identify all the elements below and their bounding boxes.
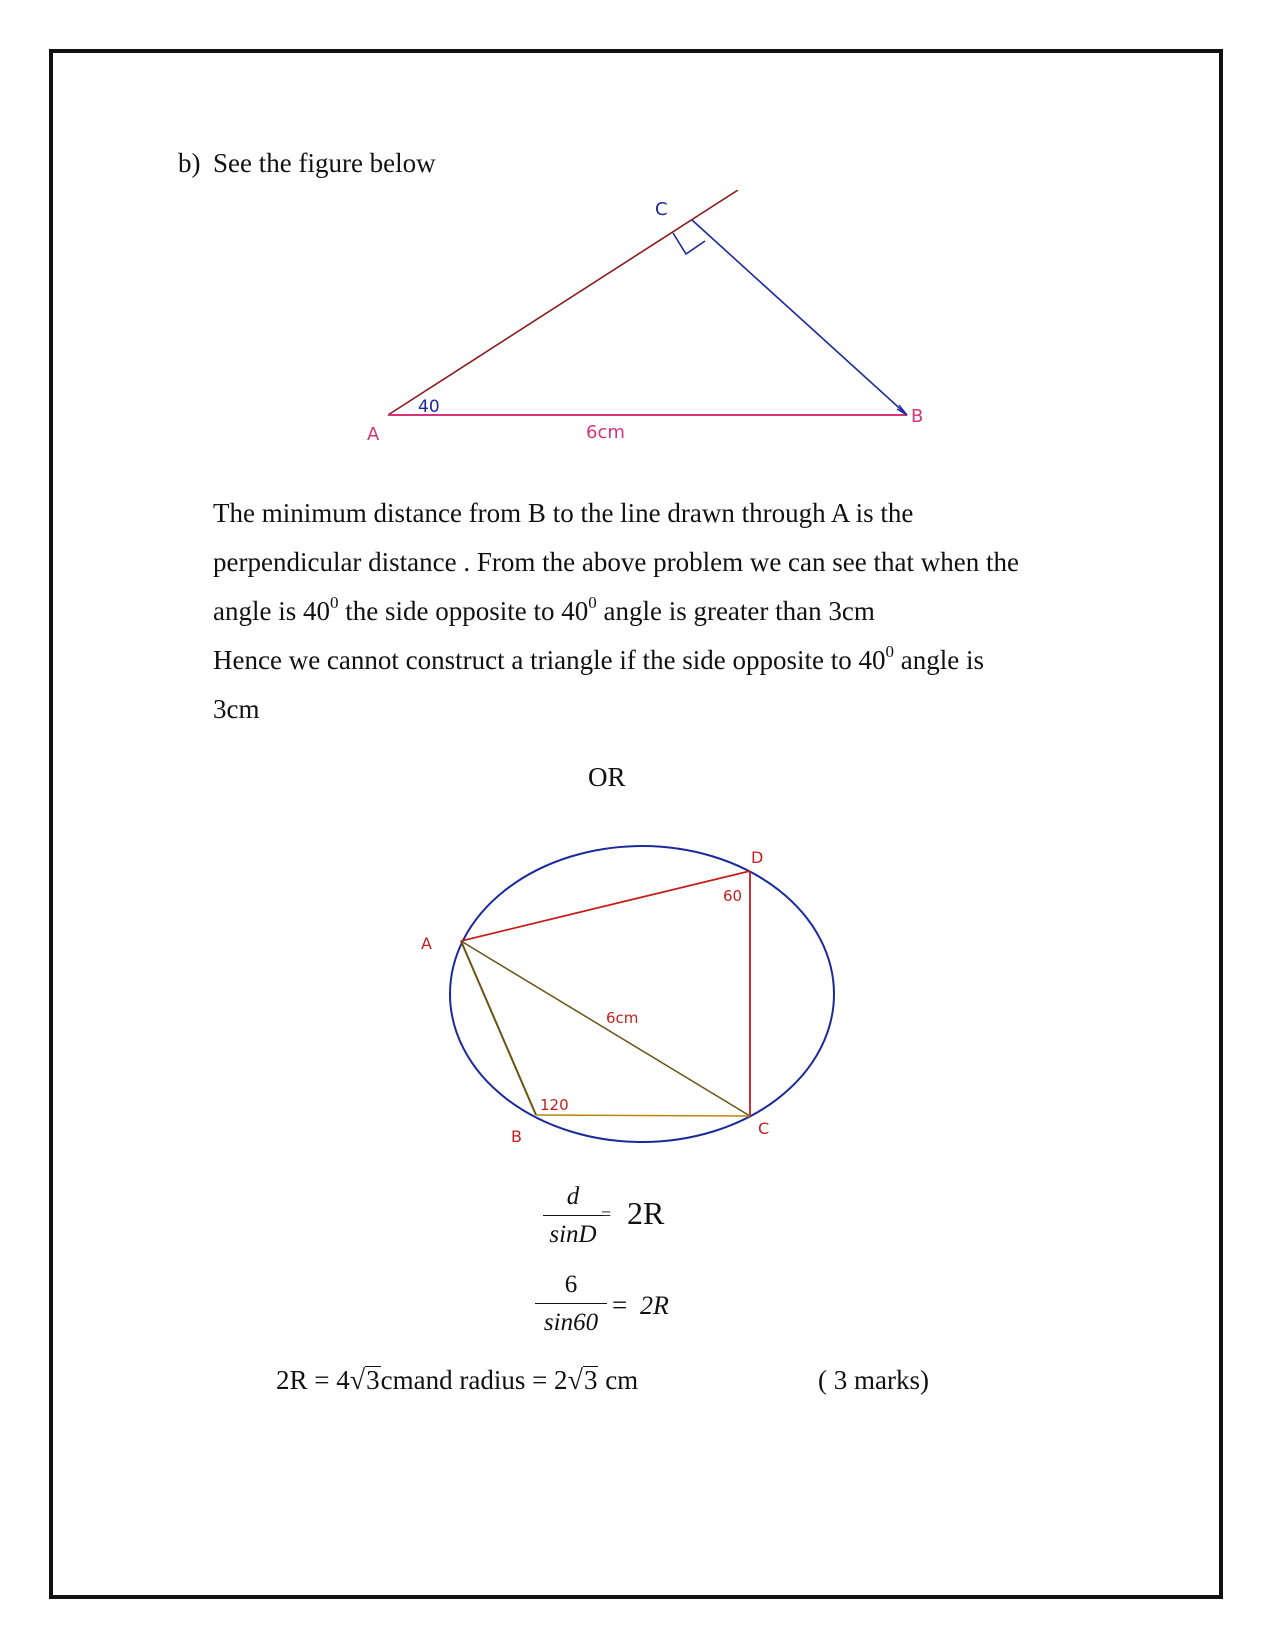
intro-text: See the figure below [213,148,436,178]
vertex-c-label: C [758,1119,770,1138]
diagonal-label: 6cm [606,1009,639,1027]
line-ac [388,190,738,415]
side-ab [461,941,536,1115]
circle-figure [410,840,870,1160]
angle-a-label: 40 [418,397,440,417]
para-line-2: perpendicular distance . From the above problem we can see that when the [213,547,1019,577]
right-angle-mark [673,233,705,254]
para-line-4: Hence we cannot construct a triangle if the side opposite to $40^0$ angle is [213,642,985,675]
formula-1-den: sinD [549,1221,597,1248]
para-line-1: The minimum distance from B to the line drawn through A is the [213,498,914,528]
formula-2-eq: = [612,1290,628,1320]
side-bc [536,1115,750,1116]
side-ad [461,871,750,941]
diagonal-ac [461,941,750,1116]
vertex-a-label: A [367,424,380,445]
line-cb [692,220,907,415]
vertex-a-label: A [421,934,432,953]
formula-2-den: sin60 [543,1309,599,1336]
formula-1-num: d [566,1183,580,1210]
circumcircle [450,846,834,1142]
angle-b-label: 120 [540,1096,569,1114]
formula-2-rhs: 2R [640,1291,669,1320]
part-label: b) [178,148,201,178]
result-line: 2R = 4√3cmand radius = 2√3 cm [276,1365,639,1396]
or-label: OR [588,762,626,792]
marks-label: ( 3 marks) [818,1365,929,1395]
side-ab-label: 6cm [586,422,625,443]
vertex-d-label: D [751,848,764,867]
vertex-b-label: B [511,1127,522,1146]
formula-1-rhs: 2R [627,1195,665,1231]
vertex-b-label: B [911,406,924,427]
formula-2-fraction [535,1272,607,1335]
formula-2-num: 6 [564,1271,578,1298]
para-line-3: angle is $40^0$ the side opposite to $40^0$ angle is greater than 3cm [213,593,875,626]
angle-d-label: 60 [723,887,743,905]
vertex-c-label: C [655,199,668,220]
formula-1-eq: = [601,1204,612,1224]
para-line-5: 3cm [213,694,260,724]
triangle-figure [350,190,950,460]
formula-1-fraction [543,1184,603,1247]
